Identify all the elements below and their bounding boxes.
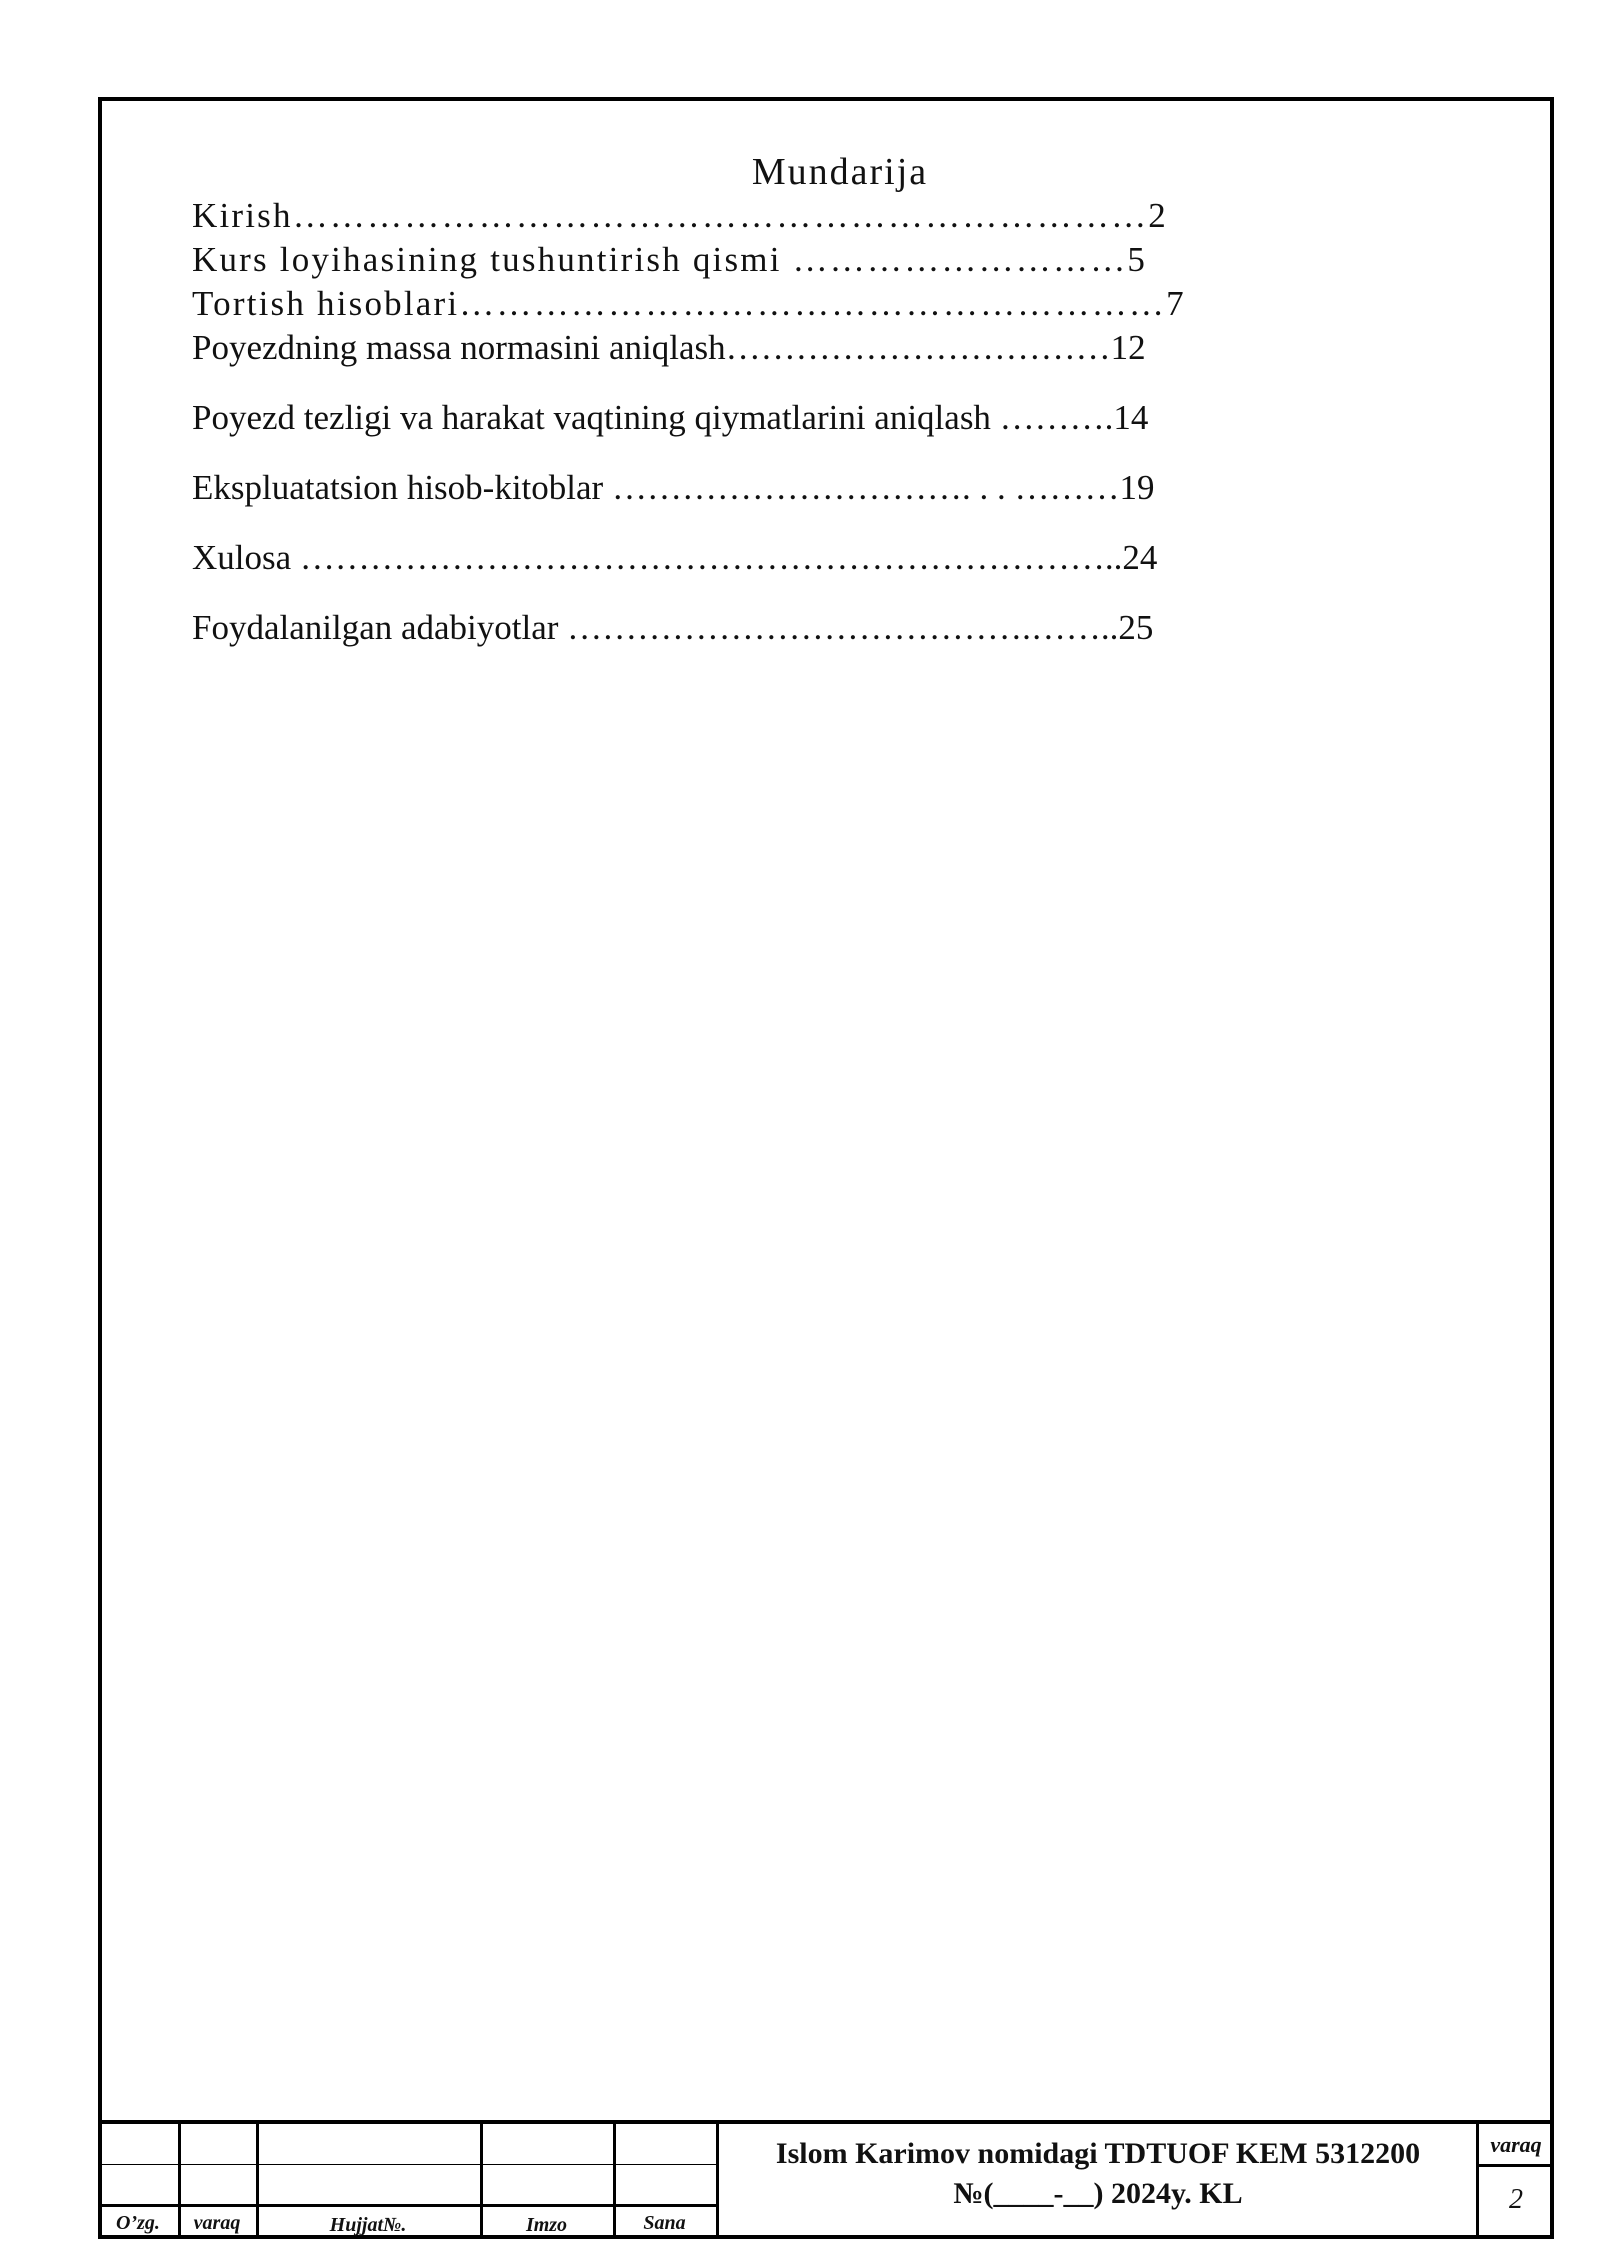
toc-entry-tortish: Tortish hisoblari…………………………………………………7 xyxy=(192,284,1186,323)
stamp-row-line xyxy=(1476,2164,1554,2167)
title-block xyxy=(98,2120,1554,2239)
toc-entry-ekspluatatsion: Ekspluatatsion hisob-kitoblar …………………………. . . ………19 xyxy=(192,468,1155,507)
stamp-label-imzo: Imzo xyxy=(525,2214,568,2236)
stamp-label-hujjat: Hujjat№. xyxy=(329,2214,407,2236)
toc-entry-adabiyotlar: Foydalanilgan adabiyotlar ………………………………….……..25 xyxy=(192,608,1154,647)
toc-entry-kirish: Kirish……………………………………………………………2 xyxy=(192,196,1168,235)
toc-entry-massa: Poyezdning massa normasini aniqlash……………………………12 xyxy=(192,328,1146,367)
toc-entry-tezlik: Poyezd tezligi va harakat vaqtining qiymatlarini aniqlash ……….14 xyxy=(192,398,1149,437)
stamp-label-sana: Sana xyxy=(643,2212,686,2234)
toc-entry-xulosa: Xulosa ……………………………………………………………..24 xyxy=(192,538,1158,577)
sheet-label: varaq xyxy=(1490,2132,1542,2157)
stamp-row-line xyxy=(98,2204,716,2207)
stamp-row-line xyxy=(98,2164,716,2165)
stamp-title: Islom Karimov nomidagi TDTUOF KEM 5312200 xyxy=(775,2137,1421,2170)
sheet-number: 2 xyxy=(1509,2184,1523,2215)
toc-title: Mundarija xyxy=(751,151,929,193)
stamp-label-ozg: O’zg. xyxy=(116,2212,160,2234)
stamp-document-number: №(____-__) 2024y. KL xyxy=(953,2177,1243,2210)
stamp-label-varaq: varaq xyxy=(193,2212,241,2234)
toc-entry-tushuntirish: Kurs loyihasining tushuntirish qismi ………………………5 xyxy=(192,240,1148,279)
